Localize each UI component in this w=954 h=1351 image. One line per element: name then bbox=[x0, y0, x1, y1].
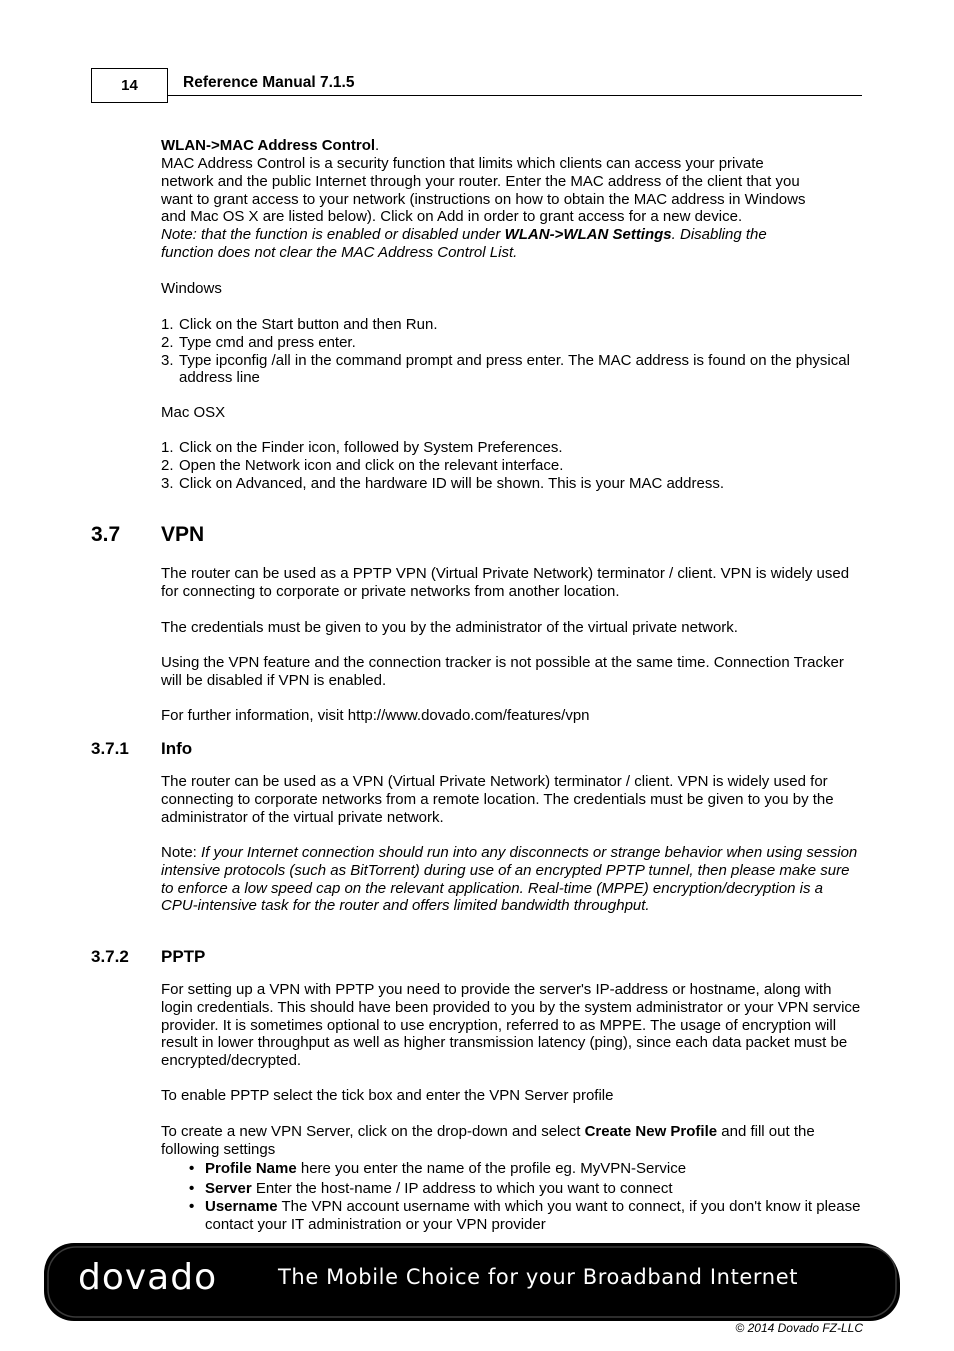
subsection-number: 3.7.2 bbox=[91, 947, 129, 966]
subsection-title: Info bbox=[161, 739, 193, 758]
note-bold: WLAN->WLAN Settings bbox=[504, 226, 672, 244]
vpn-paragraph: The router can be used as a PPTP VPN (Virtual Private Network) terminator / client. VPN is widely used for connecting to corporate or private networks from another location. bbox=[161, 565, 850, 600]
mac-control-line: want to grant access to your network (instructions on how to obtain the MAC address in Windows bbox=[161, 190, 806, 208]
list-item bbox=[161, 457, 861, 475]
step-number: 1. bbox=[161, 316, 174, 333]
info-note-text: If your Internet connection should run into any disconnects or strange behavior when using session intensive protocols (such as BitTorrent) during use of an encrypted PPTP tunnel, then please make sure to enforce a low speed cap on the relevant application. Real-time (MPPE) encryption/decryption is a CPU-intensive task for the router and offers limited bandwidth throughput. bbox=[161, 844, 858, 915]
note-prefix: Note: that the function is enabled or disabled under bbox=[161, 226, 505, 244]
windows-steps bbox=[161, 316, 861, 387]
mac-control-line: MAC Address Control is a security function that limits which clients can access your private bbox=[161, 155, 764, 172]
step-text: Click on the Finder icon, followed by System Preferences. bbox=[179, 439, 563, 456]
list-item bbox=[189, 1198, 861, 1234]
bullet-term: Username bbox=[205, 1198, 278, 1215]
list-item bbox=[189, 1179, 861, 1199]
page-number-box bbox=[91, 68, 168, 103]
list-item bbox=[161, 439, 861, 457]
pptp-paragraph: To enable PPTP select the tick box and enter the VPN Server profile bbox=[161, 1087, 614, 1104]
mac-control-heading-text: WLAN->MAC Address Control bbox=[161, 137, 376, 154]
bullet-text: here you enter the name of the profile eg. MyVPN-Service bbox=[296, 1160, 687, 1177]
mac-steps bbox=[161, 439, 861, 492]
vpn-paragraph: The credentials must be given to you by the administrator of the virtual private network. bbox=[161, 619, 738, 636]
step-text: Type ipconfig /all in the command prompt and press enter. The MAC address is found on the physical address line bbox=[179, 351, 850, 387]
subsection-title: PPTP bbox=[161, 947, 206, 966]
header-title: Reference Manual 7.1.5 bbox=[183, 74, 355, 91]
dovado-logo: dovado bbox=[78, 1257, 218, 1298]
pptp-settings-list bbox=[189, 1159, 861, 1234]
bullet-text: Enter the host-name / IP address to which you want to connect bbox=[251, 1179, 673, 1197]
list-item bbox=[161, 352, 861, 388]
step-number: 2. bbox=[161, 456, 174, 474]
section-title: VPN bbox=[161, 523, 205, 546]
step-text: Click on Advanced, and the hardware ID will be shown. This is your MAC address. bbox=[179, 474, 724, 492]
mac-osx-label: Mac OSX bbox=[161, 404, 226, 421]
list-item bbox=[161, 475, 861, 493]
step-text: Open the Network icon and click on the relevant interface. bbox=[179, 456, 564, 474]
pptp-paragraph bbox=[161, 1123, 861, 1159]
footer-tagline: The Mobile Choice for your Broadband Internet bbox=[278, 1265, 799, 1289]
footer-banner bbox=[44, 1243, 900, 1321]
pptp-p3-suffix: and fill out the following settings bbox=[161, 1123, 815, 1158]
bullet-term: Profile Name bbox=[205, 1160, 297, 1177]
mac-control-heading bbox=[161, 137, 861, 155]
bullet-text: The VPN account username with which you want to connect, if you don't know it please contact your IT administration or your VPN provider bbox=[205, 1198, 861, 1233]
vpn-paragraph: Using the VPN feature and the connection tracker is not possible at the same time. Connection Tracker will be disabled if VPN is enabled. bbox=[161, 654, 844, 689]
windows-label: Windows bbox=[161, 280, 222, 297]
list-item bbox=[161, 316, 861, 334]
mac-control-line: network and the public Internet through your router. Enter the MAC address of the client that you bbox=[161, 172, 800, 190]
page-number: 14 bbox=[121, 77, 138, 94]
list-item bbox=[189, 1159, 861, 1179]
mac-control-note bbox=[161, 226, 861, 244]
step-text: Click on the Start button and then Run. bbox=[179, 316, 438, 333]
step-number: 2. bbox=[161, 333, 174, 351]
mac-control-description bbox=[161, 155, 861, 262]
footer-banner-graphic bbox=[44, 1243, 900, 1321]
info-paragraph: The router can be used as a VPN (Virtual Private Network) terminator / client. VPN is widely used for connecting to corporate networks from a remote location. The credentials must be given to you by the administrator of the virtual private network. bbox=[161, 773, 834, 826]
step-text: Type cmd and press enter. bbox=[179, 333, 356, 351]
header-rule bbox=[168, 95, 862, 96]
pptp-p3-prefix: To create a new VPN Server, click on the drop-down and select bbox=[161, 1123, 585, 1140]
info-note bbox=[161, 844, 861, 915]
step-number: 3. bbox=[161, 351, 174, 369]
step-number: 1. bbox=[161, 439, 174, 456]
bullet-term: Server bbox=[205, 1179, 252, 1197]
mac-control-heading-period: . bbox=[375, 137, 380, 154]
mac-control-note-line2: function does not clear the MAC Address Control List. bbox=[161, 243, 518, 261]
note-suffix: . Disabling the bbox=[671, 226, 767, 244]
step-number: 3. bbox=[161, 474, 174, 492]
list-item bbox=[161, 334, 861, 352]
pptp-paragraph: For setting up a VPN with PPTP you need to provide the server's IP-address or hostname, along with login credentials. This should have been provided to you by the system administrator or your VPN service provider. It is sometimes optional to use encryption, referred to as MPPE. The usage of encryption will result in lower throughput as well as higher transmission latency (ping), since each data packet must be encrypted/decrypted. bbox=[161, 981, 861, 1070]
info-note-label: Note: bbox=[161, 844, 202, 861]
subsection-number: 3.7.1 bbox=[91, 739, 129, 758]
copyright: © 2014 Dovado FZ-LLC bbox=[735, 1321, 863, 1335]
vpn-paragraph: For further information, visit http://www.dovado.com/features/vpn bbox=[161, 707, 590, 724]
pptp-p3-bold: Create New Profile bbox=[584, 1123, 718, 1140]
mac-control-line: and Mac OS X are listed below). Click on Add in order to grant access for a new device. bbox=[161, 208, 743, 226]
section-number: 3.7 bbox=[91, 523, 121, 546]
